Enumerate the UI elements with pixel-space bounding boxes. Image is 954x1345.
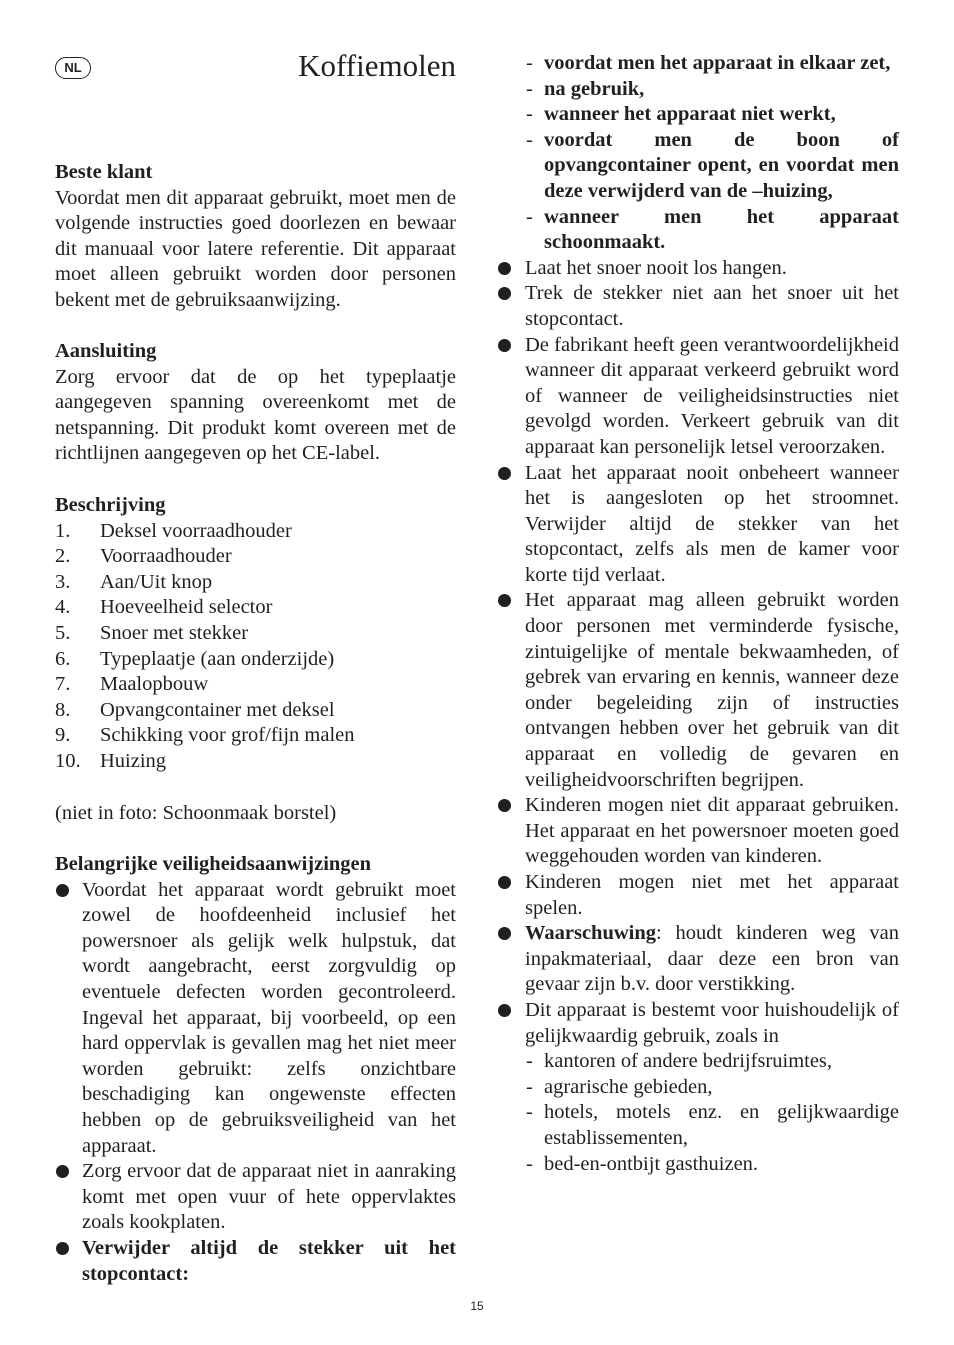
item-number: 1. — [55, 519, 71, 542]
item-number: 5. — [55, 621, 71, 644]
case-text: na gebruik, — [544, 77, 645, 100]
safety-bullet — [497, 281, 899, 332]
list-item — [55, 519, 456, 545]
bullet-text: Voordat het apparaat wordt gebruikt moet zowel de hoofdeenheid inclusief het powersnoer als gelijk welk hulpstuk, dat wordt aangebracht, eerst zorgvuldig op eventuele defecten worden gecontroleerd. Ingeval het apparaat, bij voorbeeld, op een hard oppervlak is gevallen mag het niet meer worden gebruikt: zelfs onzichtbare beschadiging kan ongewenste effecten hebben op de gebruiksveiligheid van het apparaat. — [82, 878, 456, 1157]
list-item — [55, 647, 456, 673]
case-text: voordat men het apparaat in elkaar zet, — [544, 52, 891, 74]
safety-bullet — [497, 461, 899, 589]
bullet-icon — [498, 262, 511, 275]
household-item: agrarische gebieden, — [544, 1075, 713, 1098]
safety-bullet — [55, 1159, 456, 1236]
intro-section — [55, 160, 456, 314]
warning-label: Waarschuwing — [525, 922, 656, 945]
item-number: 3. — [55, 570, 71, 593]
dash-marker: - — [526, 1152, 533, 1175]
page-number: 15 — [470, 1299, 484, 1313]
bullet-icon — [498, 799, 511, 812]
safety-bullet — [55, 1236, 456, 1287]
list-item — [497, 1049, 899, 1075]
dash-marker: - — [526, 52, 533, 74]
list-item — [55, 672, 456, 698]
dash-marker: - — [526, 1101, 533, 1124]
item-number: 4. — [55, 596, 71, 619]
connection-section — [55, 339, 456, 467]
dash-marker: - — [526, 77, 533, 100]
dash-marker: - — [526, 1050, 533, 1073]
note-text: (niet in foto: Schoonmaak borstel) — [55, 802, 337, 824]
item-number: 9. — [55, 724, 71, 747]
bullet-text: Het apparaat mag alleen gebruikt worden door personen met verminderde fysische, zintuigelijke of mentale bekwaamheden, of gebrek van ervaring en kennis, wanneer deze onder begeleiding zijn of instructies ontvangen hebben over het gebruik van dit apparaat en volledig de gevaren en veiligheidvoorschriften begrijpen. — [525, 589, 899, 791]
intro-heading: Beste klant — [55, 161, 153, 183]
bullet-text: Verwijder altijd de stekker uit het stopcontact: — [82, 1236, 456, 1285]
bullet-icon — [56, 884, 69, 897]
case-text: voordat men de boon of opvangcontainer opent, en voordat men deze verwijderd van de –huizing, — [544, 128, 899, 202]
household-item: kantoren of andere bedrijfsruimtes, — [544, 1050, 833, 1073]
bullet-text: Kinderen mogen niet met het apparaat spelen. — [525, 871, 899, 919]
list-item — [55, 621, 456, 647]
bullet-icon — [56, 1165, 69, 1178]
safety-bullet — [497, 793, 899, 870]
list-item — [55, 749, 456, 775]
list-item — [497, 1100, 899, 1151]
case-text: wanneer men het apparaat schoonmaakt. — [544, 205, 899, 254]
safety-section — [55, 852, 456, 1287]
bullet-text: Laat het snoer nooit los hangen. — [525, 256, 787, 279]
item-label: Maalopbouw — [100, 673, 209, 696]
item-label: Huizing — [100, 749, 167, 772]
parts-list — [55, 519, 456, 775]
dash-marker: - — [526, 103, 533, 126]
safety-bullet — [497, 256, 899, 282]
list-item — [55, 544, 456, 570]
item-number: 6. — [55, 647, 71, 670]
bullet-icon — [498, 594, 511, 607]
description-heading: Beschrijving — [55, 494, 166, 516]
dash-marker: - — [526, 128, 533, 151]
list-item — [55, 723, 456, 749]
bullet-text: Kinderen mogen niet dit apparaat gebruiken. Het apparaat en het powersnoer moeten goed weggehouden worden van kinderen. — [525, 794, 899, 868]
list-item — [55, 570, 456, 596]
dash-marker: - — [526, 1075, 533, 1098]
item-label: Snoer met stekker — [100, 621, 249, 644]
language-badge: NL — [55, 57, 91, 79]
item-label: Hoeveelheid selector — [100, 596, 273, 619]
dash-marker: - — [526, 205, 533, 228]
unplug-cases-list — [497, 51, 899, 1177]
page-title: Koffiemolen — [298, 48, 456, 83]
bullet-icon — [56, 1242, 69, 1255]
list-item — [497, 1075, 899, 1101]
warning-text: : houdt kinderen weg van inpakmateriaal, daar deze een bron van gevaar zijn b.v. door verstikking. — [525, 922, 899, 996]
safety-bullet — [497, 870, 899, 921]
item-label: Schikking voor grof/fijn malen — [100, 724, 355, 747]
item-number: 2. — [55, 545, 71, 568]
bullet-text: Zorg ervoor dat de apparaat niet in aanraking komt met open vuur of hete oppervlaktes zoals kookplaten. — [82, 1160, 456, 1234]
bullet-icon — [498, 927, 511, 940]
list-item — [55, 698, 456, 724]
bullet-icon — [498, 467, 511, 480]
household-item: hotels, motels enz. en gelijkwaardige establissementen, — [544, 1101, 899, 1149]
item-label: Opvangcontainer met deksel — [100, 698, 335, 721]
case-text: wanneer het apparaat niet werkt, — [544, 103, 836, 126]
safety-heading: Belangrijke veiligheidsaanwijzingen — [55, 853, 372, 875]
bullet-text: Trek de stekker niet aan het snoer uit het stopcontact. — [525, 282, 899, 330]
safety-bullet — [497, 333, 899, 461]
household-intro: Dit apparaat is bestemt voor huishoudelijk of gelijkwaardig gebruik, zoals in — [525, 998, 899, 1047]
bullet-icon — [498, 339, 511, 352]
item-label: Aan/Uit knop — [100, 570, 213, 593]
item-number: 8. — [55, 698, 71, 721]
safety-bullet — [497, 588, 899, 793]
list-item — [497, 51, 899, 77]
item-label: Voorraadhouder — [100, 545, 232, 568]
bullet-icon — [498, 287, 511, 300]
list-item — [497, 1152, 899, 1178]
list-item — [55, 595, 456, 621]
warning-bullet — [497, 921, 899, 998]
bullet-text: De fabrikant heeft geen verantwoordelijkheid wanneer dit apparaat verkeerd gebruikt word of wanneer de veiligheidsinstructies niet gevolgd worden. Verkeert gebruik van dit apparaat kan personelijk letsel veroorzaken. — [525, 333, 899, 458]
list-item — [497, 102, 899, 128]
item-number: 7. — [55, 673, 71, 696]
intro-body: Voordat men dit apparaat gebruikt, moet men de volgende instructies goed doorlezen en bewaar dit manuaal voor latere referentie. Dit apparaat moet alleen gebruikt worden door personen bekent met de gebruiksaanwijzing. — [55, 186, 456, 311]
bullet-text: Laat het apparaat nooit onbeheert wanneer het is aangesloten op het stroomnet. Verwijder altijd de stekker van het stopcontact, zelfs als men de kamer voor korte tijd verlaat. — [525, 461, 899, 586]
list-item — [497, 205, 899, 256]
household-bullet — [497, 998, 899, 1049]
description-section — [55, 493, 456, 775]
safety-bullet — [55, 878, 456, 1160]
warning-text-wrapper — [525, 921, 899, 998]
connection-body: Zorg ervoor dat de op het typeplaatje aangegeven spanning overeenkomt met de netspanning. Dit produkt komt overeen met de richtlijnen aangegeven op het CE-label. — [55, 365, 456, 465]
household-item: bed-en-ontbijt gasthuizen. — [544, 1152, 759, 1175]
list-item — [497, 128, 899, 205]
item-label: Typeplaatje (aan onderzijde) — [100, 647, 335, 670]
bullet-icon — [498, 1004, 511, 1017]
item-number: 10. — [55, 749, 81, 772]
item-label: Deksel voorraadhouder — [100, 519, 292, 542]
description-note — [55, 801, 456, 827]
list-item — [497, 77, 899, 103]
bullet-icon — [498, 876, 511, 889]
connection-heading: Aansluiting — [55, 340, 157, 362]
